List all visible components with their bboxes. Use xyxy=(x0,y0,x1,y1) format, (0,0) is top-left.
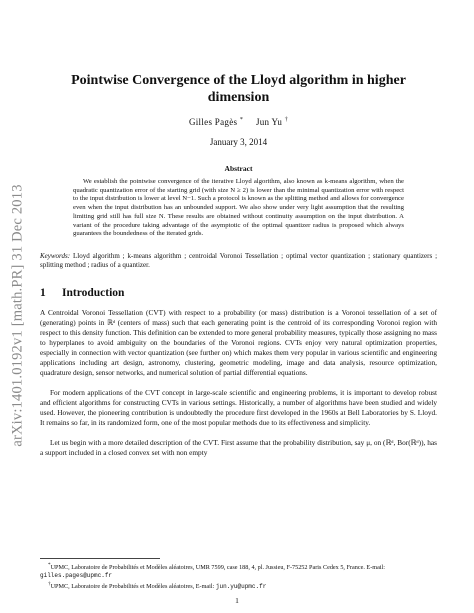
intro-paragraph-2: For modern applications of the CVT concept in large-scale scientific and engineering problems, it is important to develop robust and efficient algorithms for constructing CVTs in various settings. Historically, a number of algorithms have been studied and widely used. However, the pioneering contribution is undoubtedly the procedure first developed in the 1960s at Bell Laboratories by S. Lloyd. It remains so far, in its randomized form, one of the most popular methods due to its effectiveness and simplicity. xyxy=(40,387,437,427)
footnote-2-text: UPMC, Laboratoire de Probabilités et Modèles aléatoires, E-mail: xyxy=(50,583,216,591)
footnote-2-email: jun.yu@upmc.fr xyxy=(215,583,267,591)
footnote-divider xyxy=(40,558,160,559)
paper-title: Pointwise Convergence of the Lloyd algorithm in higher dimension xyxy=(71,73,406,105)
keywords-label: Keywords: xyxy=(40,251,71,260)
author-2-name: Jun Yu xyxy=(255,117,283,127)
author-1-name: Gilles Pagès xyxy=(188,117,238,127)
section-heading xyxy=(40,287,437,299)
abstract-text: We establish the pointwise convergence of the iterative Lloyd algorithm, also known as k-means algorithm, when the quadratic quantization error of the starting grid (with size N ≥ 2) is lower than the minimal quantization error with respect to the input distribution is lower at level N−1. Such a protocol is known as the splitting method and allows for convergence even when the input distribution has an unbounded support. We also show under very light assumption that the resulting limiting grid still has full size N. These results are obtained without continuity assumption on the input distribution. A variant of the procedure taking advantage of the asymptotic of the optimal quantizer radius is proposed which always guarantees the boundedness of the iterated grids. xyxy=(73,178,404,238)
footnote-1-email: gilles.pages@upmc.fr xyxy=(40,572,113,580)
footnote-1-text: UPMC, Laboratoire de Probabilités et Modèles aléatoires, UMR 7599, case 188, 4, pl. Jussieu, F-75252 Paris Cedex 5, France. E-mail: xyxy=(50,564,385,572)
section-title: Introduction xyxy=(62,286,125,299)
intro-paragraph-3: Let us begin with a more detailed description of the CVT. First assume that the probability distribution, say μ, on (ℝᵈ, Bor(ℝᵈ)), has a support included in a closed convex set with non empty xyxy=(40,437,437,457)
footnote-2 xyxy=(40,580,437,591)
footnote-1-mark: * xyxy=(48,562,51,568)
page-number: 1 xyxy=(235,596,239,605)
author-line xyxy=(40,117,437,127)
author-2-footnote-mark: † xyxy=(284,117,289,123)
footnote-2-mark: † xyxy=(48,581,51,588)
paper-date: January 3, 2014 xyxy=(209,137,268,147)
footnote-1 xyxy=(40,561,437,580)
page-content xyxy=(40,72,437,458)
keywords-text: Lloyd algorithm ; k-means algorithm ; centroidal Voronoi Tessellation ; optimal vector quantization ; stationary quantizers ; splitting method ; radius of a quantizer. xyxy=(40,251,438,270)
section-number: 1 xyxy=(40,286,46,299)
intro-paragraph-1: A Centroidal Voronoi Tessellation (CVT) with respect to a probability (or mass) distribution is a Voronoi tessellation of a set of (generating) points in ℝᵈ (centers of mass) such that each generating point is the centroid of its corresponding Voronoi region with respect to this density function. This definition can be extended to more general probability measures, typically those assigning no mass to hyperplanes to avoid ambiguity on the boundaries of the Voronoi regions. CVTs enjoy very natural optimization properties, especially in connection with vector quantization (see further on) which makes them very popular in various scientific and engineering applications including art design, astronomy, clustering, geometric modeling, image and data analysis, resource optimization, quadrature design, sensor networks, and numerical solution of partial differential equations. xyxy=(40,307,437,377)
arxiv-stamp-text: arXiv:1401.0192v1 [math.PR] 31 Dec 2013 xyxy=(9,183,26,447)
footnotes xyxy=(40,561,437,592)
keywords xyxy=(40,252,437,271)
author-1-footnote-mark: * xyxy=(239,117,244,123)
abstract-heading: Abstract xyxy=(224,164,253,173)
arxiv-stamp xyxy=(4,150,32,480)
